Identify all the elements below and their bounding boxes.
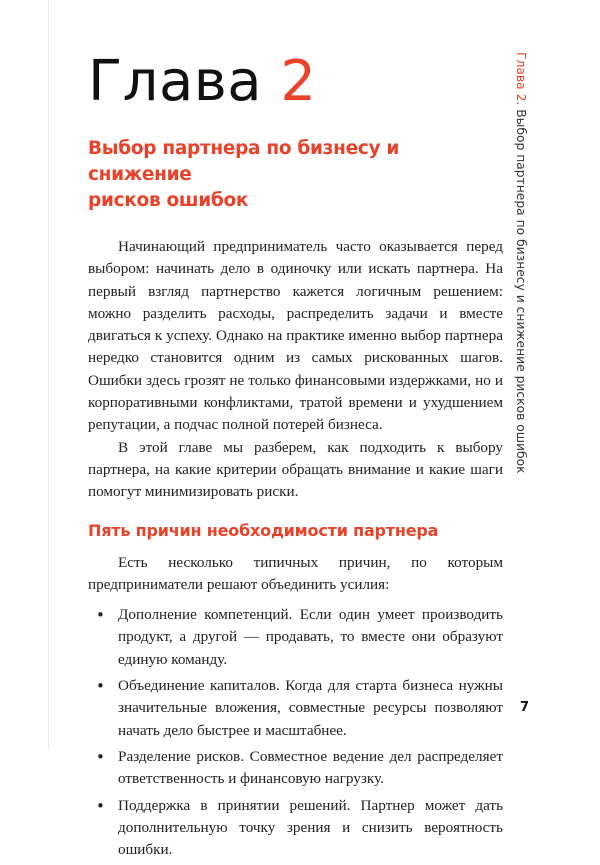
list-item [88, 746, 503, 791]
page-edge-rule [48, 0, 49, 750]
list-item [88, 675, 503, 742]
page-number: 7 [520, 700, 530, 715]
list-item-text: Дополнение компетенций. Если один умеет производить продукт, а другой — продавать, то вместе они образуют единую команду. [118, 606, 503, 668]
list-item-text: Разделение рисков. Совместное ведение дел распределяет ответственность и финансовую нагрузку. [118, 747, 503, 788]
list-item [88, 795, 503, 862]
running-header [508, 52, 538, 702]
bullet-icon: • [96, 747, 105, 766]
running-header-title: Выбор партнера по бизнесу и снижение рисков ошибок [514, 109, 528, 474]
chapter-number: 2 [280, 49, 317, 114]
running-header-text [514, 52, 528, 474]
bullet-icon: • [96, 677, 105, 696]
running-header-chapter: Глава 2. [514, 52, 528, 106]
chapter-subtitle-line-1: Выбор партнера по бизнесу и снижение [88, 138, 400, 185]
bullet-icon: • [96, 796, 105, 815]
chapter-title [88, 50, 503, 114]
section-title: Пять причин необходимости партнера [88, 520, 439, 540]
chapter-word: Глава [88, 49, 263, 114]
intro-paragraph: Начинающий предприниматель часто оказывается перед выбором: начинать дело в одиночку или искать партнера. На первый взгляд партнерство кажется логичным решением: можно разделить расходы, распределить задачи и вместе двигаться к успеху. Однако на практике именно выбор партнера нередко становится одним из самых рискованных шагов. Ошибки здесь грозят не только финансовыми издержками, но и корпоративными конфликтами, тратой времени и ухудшением репутации, а подчас полной потерей бизнеса. [88, 238, 503, 434]
reasons-list [88, 604, 503, 861]
list-item [88, 604, 503, 671]
list-item-text: Поддержка в принятии решений. Партнер может дать дополнительную точку зрения и снизить вероятность ошибки. [118, 796, 503, 859]
page-content [88, 50, 503, 865]
bullet-icon: • [96, 606, 105, 625]
chapter-subtitle [88, 136, 503, 214]
section-intro-paragraph: Есть несколько типичных причин, по которым предприниматели решают объединить усилия: [88, 553, 503, 593]
chapter-overview-paragraph: В этой главе мы разберем, как подходить к выбору партнера, на какие критерии обращать внимание и какие шаги помогут минимизировать риски. [88, 438, 503, 501]
chapter-subtitle-line-2: рисков ошибок [88, 190, 249, 211]
list-item-text: Объединение капиталов. Когда для старта бизнеса нужны значительные вложения, совместные ресурсы позволяют начать дело быстрее и масштабнее. [118, 677, 503, 739]
